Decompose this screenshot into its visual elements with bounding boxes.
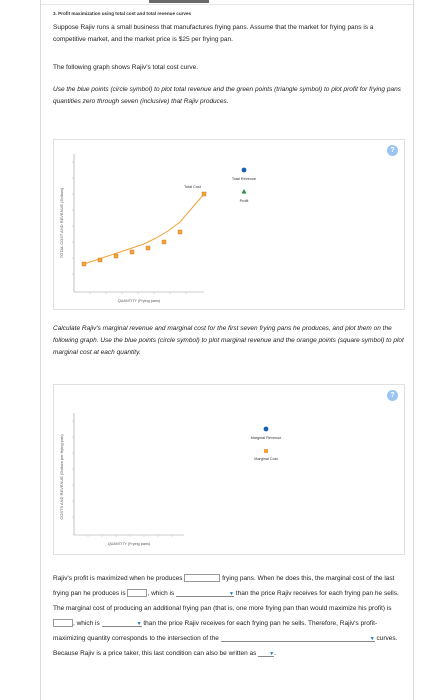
total-revenue-legend-icon[interactable] [242, 168, 247, 173]
chevron-down-icon: ▼ [269, 651, 275, 658]
summary-text: frying pans. When he does this, the marginal cost of the last frying pan he produces is [53, 575, 395, 597]
y-axis-label: COSTS AND REVENUE (Dollars per frying pan) [59, 434, 64, 520]
total-cost-points [82, 192, 206, 266]
intro-instructions: Use the blue points (circle symbol) to plot total revenue and the green points (triangle symbol) to plot profit for frying pans quantities zero through seven (inclusive) that Rajiv produces. [53, 86, 401, 105]
marginal-cost-last-input[interactable] [127, 589, 147, 597]
cost-point [82, 262, 86, 266]
profit-legend-label: Profit [239, 199, 249, 203]
summary-text: . [274, 650, 277, 657]
comparison-dropdown-2[interactable] [102, 619, 142, 627]
intro-paragraph-2: The following graph shows Rajiv's total cost curve. [53, 64, 199, 71]
cost-point [178, 230, 182, 234]
profit-legend-icon[interactable] [242, 189, 247, 194]
summary-text: than the price Rajiv receives for each frying pan he sells. Therefore, Rajiv's profit-maximizing quantity corresponds to the intersection of the [53, 620, 378, 642]
marginal-cost-legend-label: Marginal Cost [254, 457, 278, 461]
marginal-graph-panel [53, 384, 405, 555]
marginal-graph[interactable] [54, 385, 404, 554]
total-cost-curve-label: Total Cost [184, 185, 201, 189]
y-tick-marks [72, 162, 74, 274]
marginal-instructions: Calculate Rajiv's marginal revenue and marginal cost for the first seven frying pans he produces, and plot them on the following graph. Use the blue points (circle symbol) to plot marginal revenue and the orange points (square symbol) to plot marginal cost at each quantity. [53, 325, 404, 356]
marginal-cost-next-input[interactable] [53, 619, 73, 627]
summary-text: Rajiv's profit is maximized when he produces [53, 575, 183, 582]
x-axis-label: QUANTITY (Frying pans) [117, 299, 161, 303]
summary-text: than the price Rajiv receives for each frying pan he sells. The marginal cost of producing an additional frying pan (that is, one more frying pan than would maximize his profit) is [53, 590, 399, 612]
summary-text: , which is [73, 620, 100, 627]
marginal-revenue-legend-label: Marginal Revenue [250, 436, 282, 440]
summary-text: , which is [147, 590, 175, 597]
quantity-input[interactable] [184, 574, 220, 582]
summary-text: curves. Because Rajiv is a price taker, this last condition can also be written as [53, 635, 398, 657]
scroll-indicator [149, 0, 209, 3]
marginal-cost-legend-icon[interactable] [264, 449, 268, 453]
total-cost-curve [84, 194, 204, 264]
chevron-down-icon: ▼ [229, 591, 234, 598]
y-axis-label: TOTAL COST AND REVENUE (Dollars) [59, 187, 64, 259]
cost-point [202, 192, 206, 196]
intro-paragraph-1: Suppose Rajiv runs a small business that manufactures frying pans. Assume that the market for frying pans is a competitive market, and the market price is $25 per frying pan. [53, 24, 374, 43]
total-cost-graph-panel [53, 139, 405, 310]
question-title: 3. Profit maximization using total cost and total revenue curves [53, 11, 192, 16]
help-icon[interactable]: ? [387, 145, 398, 156]
chevron-down-icon: ▼ [369, 636, 375, 643]
cost-point [146, 246, 150, 250]
curves-dropdown[interactable] [221, 634, 375, 642]
condition-dropdown[interactable] [258, 649, 277, 658]
cost-point [162, 240, 166, 244]
y-tick-marks [72, 421, 74, 517]
total-revenue-legend-label: Total Revenue [231, 177, 257, 181]
cost-point [98, 258, 102, 262]
content-panel [40, 0, 414, 700]
cost-point [114, 254, 118, 258]
chevron-down-icon: ▼ [136, 621, 142, 628]
help-icon[interactable]: ? [387, 390, 398, 401]
summary-paragraph [53, 571, 405, 661]
marginal-revenue-legend-icon[interactable] [264, 427, 269, 432]
total-cost-graph[interactable] [54, 140, 404, 309]
comparison-dropdown-1[interactable] [176, 589, 234, 597]
top-divider [41, 4, 415, 5]
cost-point [130, 250, 134, 254]
x-axis-label: QUANTITY (Frying pans) [107, 542, 151, 546]
